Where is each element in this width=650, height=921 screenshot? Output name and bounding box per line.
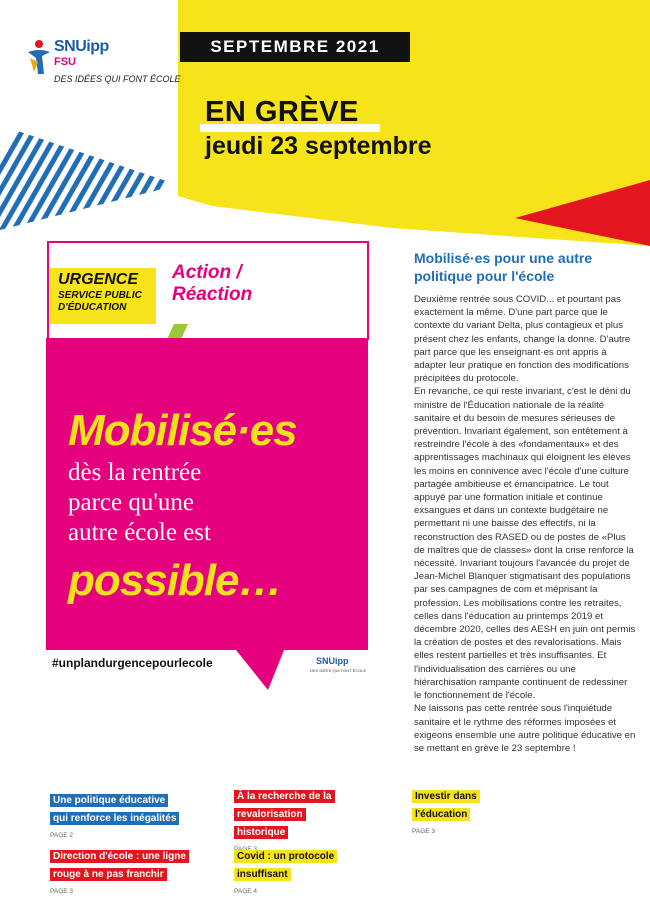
article-title: Mobilisé·es pour une autre politique pour l'école bbox=[414, 250, 593, 284]
teaser-title[interactable]: Une politique éducative qui renforce les inégalités bbox=[50, 794, 179, 825]
poster-hashtag: #unplandurgencepourlecole bbox=[52, 656, 213, 670]
logo-sub: FSU bbox=[54, 56, 76, 68]
teaser-page: PAGE 2 bbox=[50, 832, 74, 839]
strike-title: EN GRÈVE bbox=[205, 96, 359, 128]
logo-brand: SNUipp bbox=[54, 38, 109, 55]
poster-body-line1: dès la rentrée bbox=[68, 459, 202, 486]
article-paragraph-2: En revanche, ce qui reste invariant, c'est le déni du ministre de l'Éducation nationale de la réalité sanitaire et du besoin de mesures sérieuses de prévention. Invariant également, son entêtement à restreindre l'école à des «fondamentaux» et des apprentissages machinaux qui éloignent les élèves les moins en connivence avec l'école d'une culture partagée ambitieuse et émancipatrice. Le tout appuyé par une formation initiale et continue exsangues et dans un contexte budgétaire ne permettant ni une baisse des effectifs, ni la reconstruction des RASED ou de postes de «Plus de maîtres que de classes» dont la crise renforce la nécessité. Invariant toujours l'avancée du projet de Jean-Michel Blanquer stigmatisant des populations par ses campagnes de com et méprisant la profession. Les mobilisations contre les retraites, celles dans l'éducation au printemps 2019 et décembre 2020, celles des AESH en juin ont permis la création de postes et des revalorisations. Mais elles restent partielles et très insuffisantes. Et l'individualisation des carrières ou une hiérarchisation rampante continuent de redessiner le fonctionnement de l'école. bbox=[414, 386, 636, 702]
speech-tail bbox=[236, 650, 284, 690]
blue-stripe-triangle bbox=[0, 100, 208, 240]
poster-body-line2: parce qu'une bbox=[68, 489, 194, 516]
teaser-revalorisation[interactable] bbox=[234, 786, 404, 853]
action-line2: Réaction bbox=[172, 284, 253, 305]
teaser-title[interactable]: Covid : un protocole insuffisant bbox=[234, 850, 337, 881]
teaser-investir[interactable] bbox=[412, 786, 582, 835]
mini-logo-tagline: DES IDÉES QUI FONT ÉCOLE bbox=[310, 668, 367, 673]
teaser-inegalites[interactable] bbox=[50, 790, 220, 839]
teaser-page: PAGE 3 bbox=[412, 828, 436, 835]
date-banner: SEPTEMBRE 2021 bbox=[180, 32, 410, 62]
urgence-subtitle: SERVICE PUBLIC D'ÉDUCATION bbox=[58, 290, 142, 313]
article-paragraph-1: Deuxième rentrée sous COVID... et pourtant pas exactement la même. D'une part parce que le contexte du variant Delta, plus contagieux et plus présent chez les enfants, change la donne. D'autre part parce que les enseignant·es ont appris à adapter leur pratique en fonction des modifications précipitées du protocole. bbox=[414, 294, 631, 385]
action-line1: Action / bbox=[172, 262, 242, 283]
teaser-page: PAGE 4 bbox=[234, 888, 258, 895]
urgence-label bbox=[50, 268, 156, 324]
action-reaction bbox=[172, 262, 252, 306]
teaser-title[interactable]: À la recherche de la revalorisation historique bbox=[234, 790, 335, 839]
snuipp-logo bbox=[26, 34, 181, 104]
logo-figure-icon bbox=[26, 38, 52, 78]
teaser-covid[interactable] bbox=[234, 846, 404, 895]
poster-body-line3: autre école est bbox=[68, 519, 211, 546]
article-body bbox=[414, 293, 636, 755]
poster-body bbox=[68, 458, 211, 548]
urgence-title: URGENCE bbox=[58, 271, 139, 288]
teaser-title[interactable]: Direction d'école : une ligne rouge à ne pas franchir bbox=[50, 850, 189, 881]
article-paragraph-3: Ne laissons pas cette rentrée sous l'inquiétude sanitaire et le rythme des réformes imposées et exigeons ensemble une autre politique éducative en se mettant en grève le 23 septembre ! bbox=[414, 703, 636, 754]
mini-logo-brand: SNUipp bbox=[316, 656, 349, 666]
teaser-page: PAGE 3 bbox=[50, 888, 74, 895]
teaser-title[interactable]: Investir dans l'éducation bbox=[412, 790, 480, 821]
logo-tagline: DES IDÉES QUI FONT ÉCOLE bbox=[54, 74, 181, 84]
teaser-direction[interactable] bbox=[50, 846, 220, 895]
poster-mini-logo bbox=[300, 656, 370, 686]
poster-headline-end: possible… bbox=[68, 556, 282, 605]
poster-headline: Mobilisé·es bbox=[68, 406, 297, 455]
strike-date: jeudi 23 septembre bbox=[205, 132, 432, 160]
